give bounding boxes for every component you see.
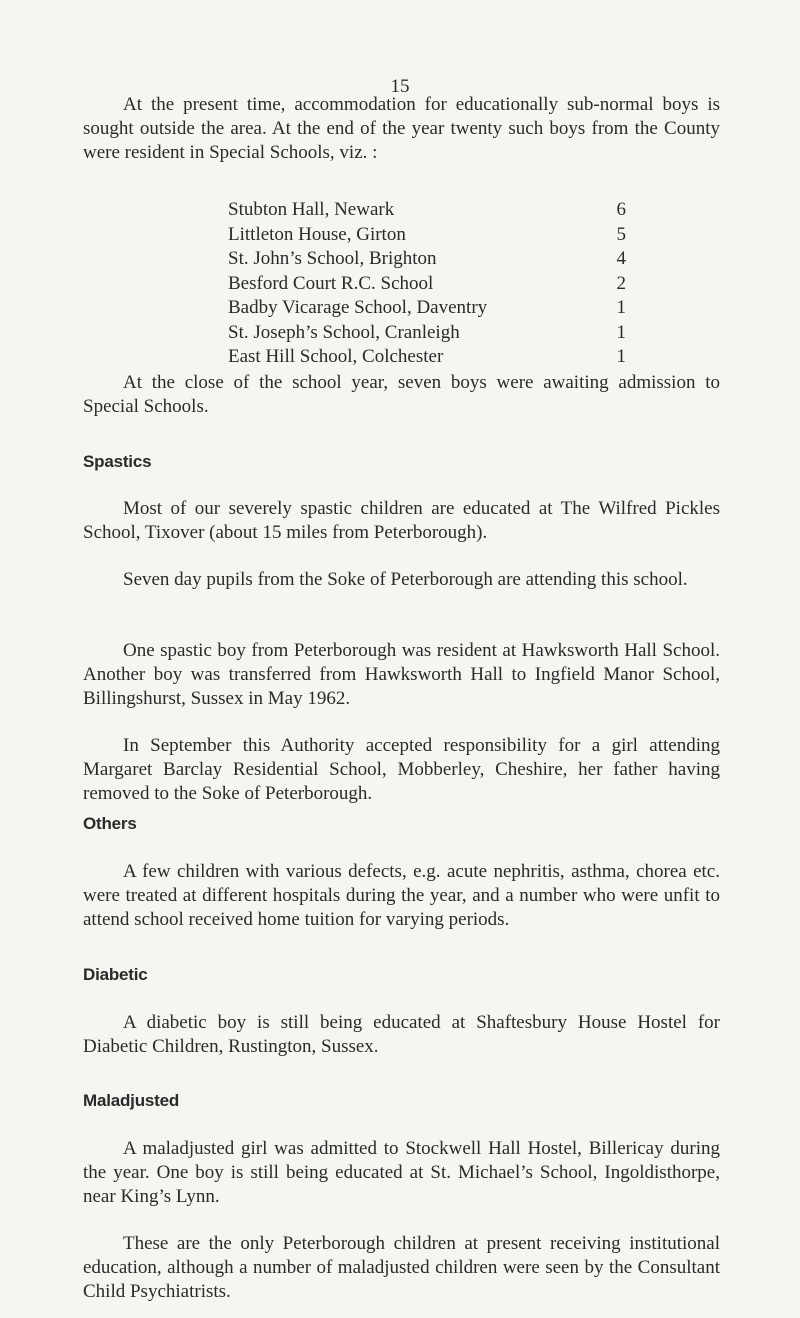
school-name: Besford Court R.C. School [228, 272, 434, 294]
intro-paragraph: At the present time, accommodation for educationally sub-normal boys is sought outside the area. At the end of the year twenty such boys from the County were resident in Special Schools, viz. : [83, 94, 720, 163]
spastics-heading: Spastics [83, 452, 152, 471]
others-paragraph: A few children with various defects, e.g. acute nephritis, asthma, chorea etc. were treated at different hospitals during the year, and a number who were unfit to attend school received home tuition for varying periods. [83, 861, 720, 930]
page-number: 15 [390, 76, 410, 97]
school-count: 6 [616, 199, 626, 220]
others-heading: Others [83, 814, 137, 833]
close-paragraph: At the close of the school year, seven boys were awaiting admission to Special Schools. [83, 372, 720, 417]
school-count: 1 [616, 346, 626, 367]
diabetic-heading: Diabetic [83, 965, 148, 984]
school-count: 2 [616, 272, 626, 294]
school-name: Badby Vicarage School, Daventry [228, 297, 488, 318]
school-name: East Hill School, Colchester [228, 346, 444, 367]
school-row [228, 321, 626, 346]
spastics-paragraph: Most of our severely spastic children are educated at The Wilfred Pickles School, Tixover (about 15 miles from Peterborough). [83, 498, 720, 543]
school-row [228, 198, 626, 223]
school-count: 1 [616, 321, 626, 343]
school-row [228, 223, 626, 248]
school-count: 1 [616, 297, 626, 318]
school-row [228, 345, 626, 370]
school-count: 4 [616, 248, 626, 269]
school-list [228, 198, 626, 370]
school-count: 5 [616, 223, 626, 245]
spastics-paragraph: One spastic boy from Peterborough was resident at Hawksworth Hall School. Another boy was transferred from Hawksworth Hall to Ingfield Manor School, Billingshurst, Sussex in May 1962. [83, 640, 720, 709]
school-name: Littleton House, Girton [228, 223, 406, 245]
school-row [228, 247, 626, 272]
school-row [228, 296, 626, 321]
school-name: Stubton Hall, Newark [228, 199, 395, 220]
maladjusted-paragraph: These are the only Peterborough children at present receiving institutional education, although a number of maladjusted children were seen by the Consultant Child Psychiatrists. [83, 1233, 720, 1302]
school-row [228, 272, 626, 297]
diabetic-paragraph: A diabetic boy is still being educated at Shaftesbury House Hostel for Diabetic Children, Rustington, Sussex. [83, 1012, 720, 1057]
spastics-paragraph: In September this Authority accepted responsibility for a girl attending Margaret Barclay Residential School, Mobberley, Cheshire, her father having removed to the Soke of Peterborough. [83, 735, 720, 804]
school-name: St. John’s School, Brighton [228, 248, 437, 269]
maladjusted-paragraph: A maladjusted girl was admitted to Stockwell Hall Hostel, Billericay during the year. One boy is still being educated at St. Michael’s School, Ingoldisthorpe, near King’s Lynn. [83, 1138, 720, 1207]
spastics-paragraph: Seven day pupils from the Soke of Peterborough are attending this school. [123, 569, 688, 590]
maladjusted-heading: Maladjusted [83, 1091, 180, 1110]
school-name: St. Joseph’s School, Cranleigh [228, 321, 460, 343]
